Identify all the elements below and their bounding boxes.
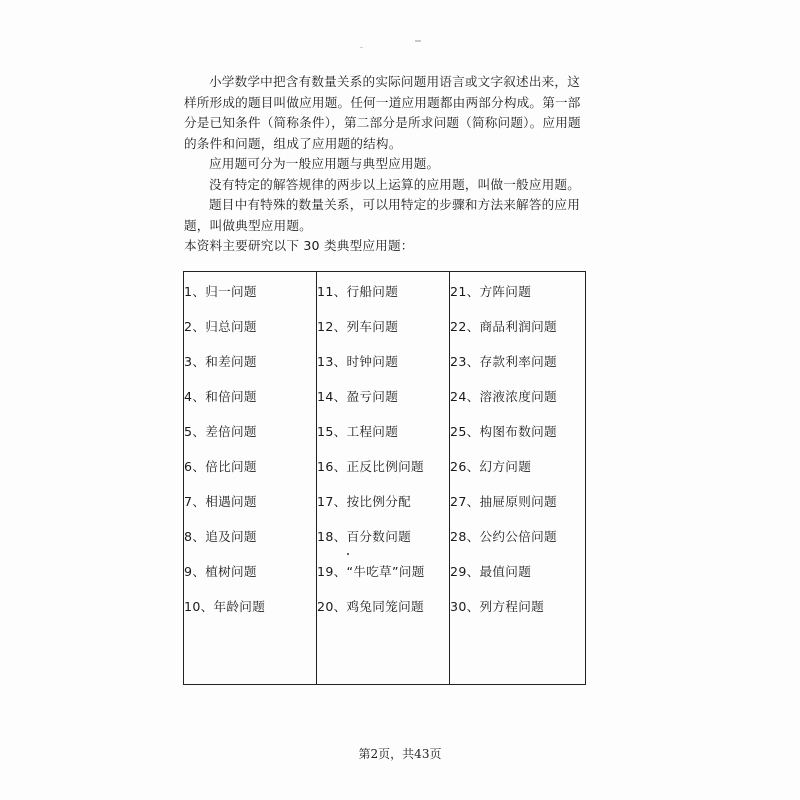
list-item: 19、“牛吃草”问题 — [317, 564, 425, 579]
intro-paragraph-general: 没有特定的解答规律的两步以上运算的应用题，叫做一般应用题。 — [209, 176, 581, 192]
intro-text — [184, 72, 584, 257]
list-item: 18、百分数问题 — [317, 529, 411, 544]
list-item: 4、和倍问题 — [184, 389, 257, 404]
list-item: 6、倍比问题 — [184, 459, 257, 474]
scan-artifact — [347, 553, 349, 555]
intro-paragraph-definition: 小学数学中把含有数量关系的实际问题用语言或文字叙述出来，这样所形成的题目叫做应用题。任何一道应用题都由两部分构成。第一部分是已知条件（简称条件），第二部分是所求问题（简称问题）。应用题的条件和问题，组成了应用题的结构。 — [184, 74, 581, 151]
list-item: 25、构图布数问题 — [450, 424, 557, 439]
list-item: 30、列方程问题 — [450, 599, 544, 614]
list-item: 3、和差问题 — [184, 354, 257, 369]
problem-types-table — [183, 271, 586, 685]
list-item: 20、鸡兔同笼问题 — [317, 599, 424, 614]
list-item: 29、最值问题 — [450, 564, 532, 579]
list-item: 23、存款利率问题 — [450, 354, 557, 369]
page-number: 第2页，共43页 — [358, 747, 442, 761]
table-column-1 — [184, 272, 317, 684]
scan-artifact — [415, 40, 421, 42]
list-item: 14、盈亏问题 — [317, 389, 399, 404]
list-item: 10、年龄问题 — [184, 599, 266, 614]
intro-paragraph-typical: 题目中有特殊的数量关系，可以用特定的步骤和方法来解答的应用题，叫做典型应用题。 — [184, 197, 581, 233]
list-item: 21、方阵问题 — [450, 284, 532, 299]
list-item: 9、植树问题 — [184, 564, 257, 579]
table-column-2 — [317, 272, 450, 684]
list-item: 22、商品利润问题 — [450, 319, 557, 334]
list-item: 1、归一问题 — [184, 284, 257, 299]
list-item: 17、按比例分配 — [317, 494, 411, 509]
list-item: 27、抽屉原则问题 — [450, 494, 557, 509]
list-item: 2、归总问题 — [184, 319, 257, 334]
scan-artifact — [360, 47, 363, 48]
list-item: 16、正反比例问题 — [317, 459, 424, 474]
list-item: 28、公约公倍问题 — [450, 529, 557, 544]
list-item: 5、差倍问题 — [184, 424, 257, 439]
list-item: 13、时钟问题 — [317, 354, 399, 369]
intro-paragraph-classification: 应用题可分为一般应用题与典型应用题。 — [209, 156, 440, 171]
list-item: 8、追及问题 — [184, 529, 257, 544]
list-item: 7、相遇问题 — [184, 494, 257, 509]
list-item: 11、行船问题 — [317, 284, 399, 299]
table-column-3 — [450, 272, 585, 684]
list-item: 24、溶液浓度问题 — [450, 389, 557, 404]
list-item: 12、列车问题 — [317, 319, 399, 334]
list-item: 15、工程问题 — [317, 424, 399, 439]
list-item: 26、幻方问题 — [450, 459, 532, 474]
intro-paragraph-scope: 本资料主要研究以下 30 类典型应用题： — [184, 238, 414, 253]
